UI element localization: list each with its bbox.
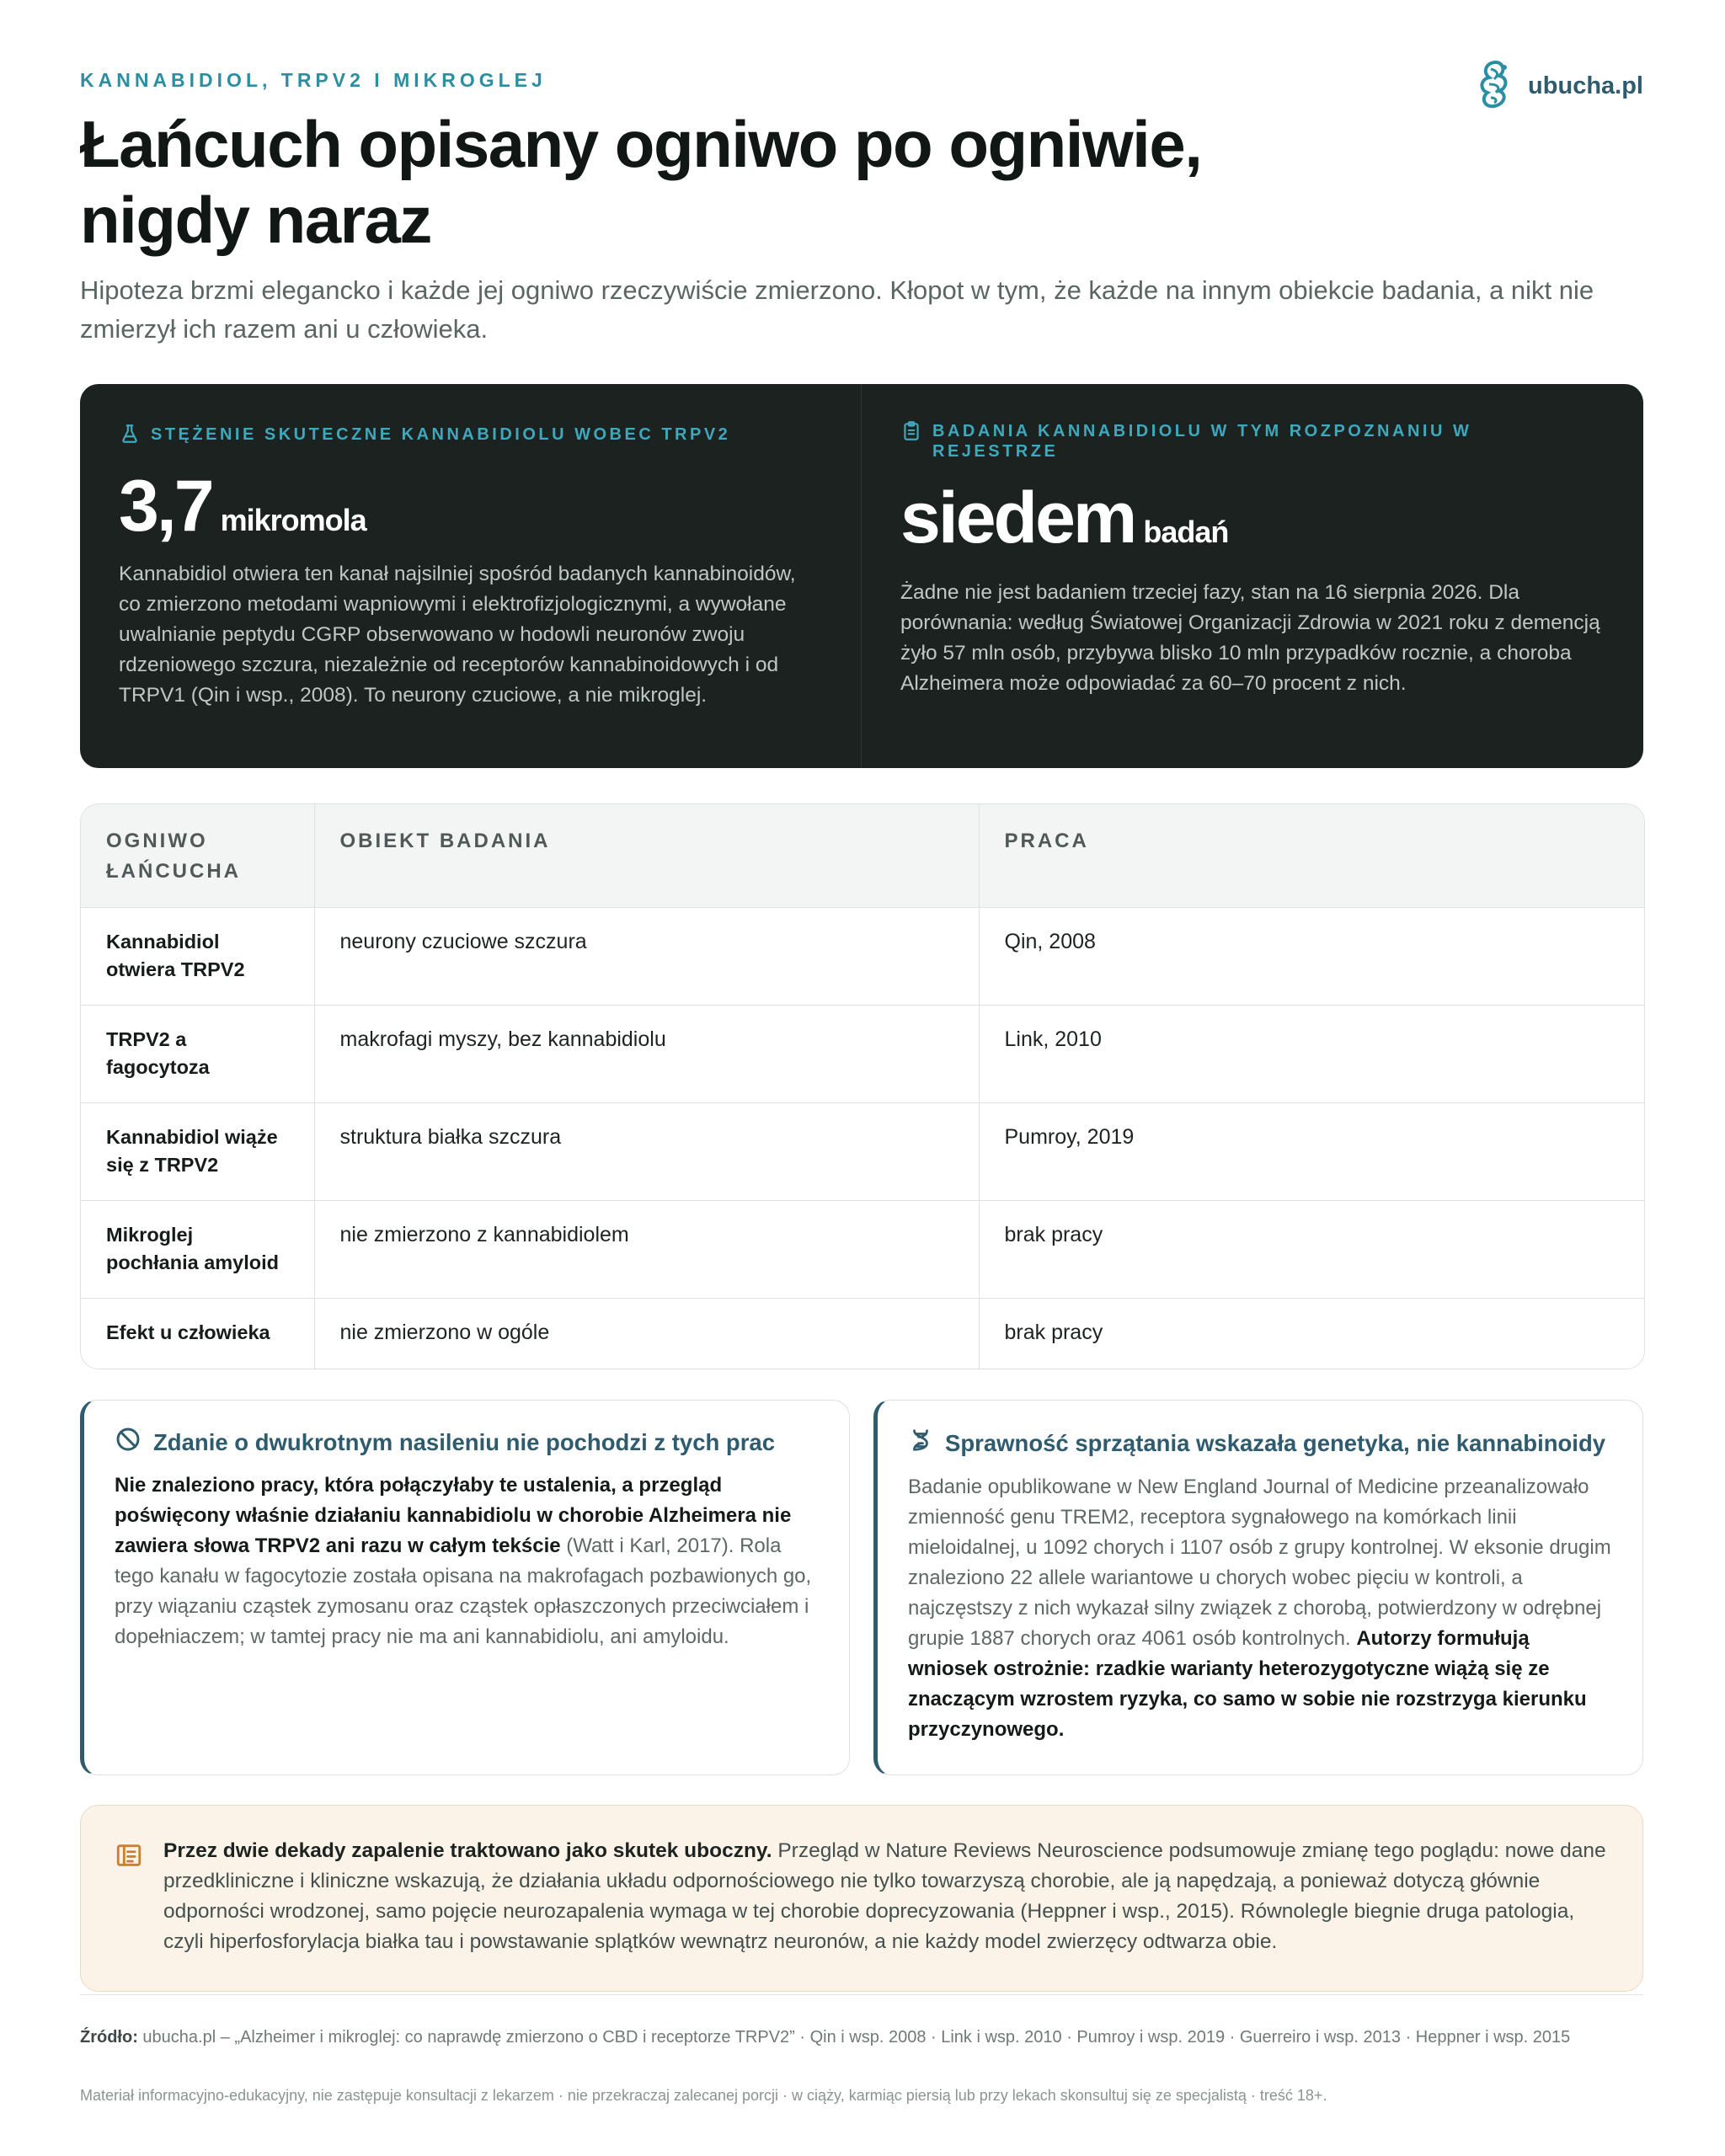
cell-link: Kannabidiol otwiera TRPV2	[81, 907, 314, 1005]
stat-label	[900, 421, 1605, 462]
cell-paper: brak pracy	[979, 1298, 1644, 1369]
stat-value	[119, 466, 822, 547]
cell-link: TRPV2 a fagocytoza	[81, 1005, 314, 1102]
stat-number: 3,7	[119, 466, 212, 547]
disclaimer: Materiał informacyjno-edukacyjny, nie zastępuje konsultacji z lekarzem · nie przekraczaj zalecanej porcji · w ciąży, karmiąc piersią lub przy lekach skonsultuj się ze specjalistą · treść 18+.	[80, 2087, 1327, 2104]
logo[interactable]	[1474, 57, 1643, 115]
stat-registry-studies	[862, 384, 1643, 768]
cell-link: Mikroglej pochłania amyloid	[81, 1200, 314, 1298]
cell-paper: Pumroy, 2019	[979, 1102, 1644, 1200]
title-line-1: Łańcuch opisany ogniwo po ogniwie,	[80, 107, 1202, 181]
stat-description: Kannabidiol otwiera ten kanał najsilniej spośród badanych kannabinoidów, co zmierzono metodami wapniowymi i elektrofizjologicznymi, a wywołane uwalnianie peptydu CGRP obserwowano w hodowli neuronów zwoju rdzeniowego szczura, niezależnie od receptorów kannabinoidowych i od TRPV1 (Qin i wsp., 2008). To neurony czuciowe, a nie mikroglej.	[119, 563, 796, 707]
note-text	[163, 1836, 1609, 1991]
cell-paper: Link, 2010	[979, 1005, 1644, 1102]
clipboard-icon	[900, 421, 922, 448]
table-header-row	[81, 804, 1644, 907]
cell-paper: Qin, 2008	[979, 907, 1644, 1005]
cell-link: Kannabidiol wiąże się z TRPV2	[81, 1102, 314, 1200]
book-icon	[115, 1841, 143, 1991]
dna-icon	[908, 1426, 933, 1460]
stat-label-text: BADANIA KANNABIDIOLU W TYM ROZPOZNANIU W REJESTRZE	[932, 422, 1472, 461]
lead-paragraph: Hipoteza brzmi elegancko i każde jej ogniwo rzeczywiście zmierzono. Kłopot w tym, że każde na innym obiekcie badania, a nikt nie zmierzył ich razem ani u człowieka.	[80, 275, 1594, 344]
note-bold: Przez dwie dekady zapalenie traktowano jako skutek uboczny.	[163, 1839, 772, 1862]
source-text: ubucha.pl – „Alzheimer i mikroglej: co naprawdę zmierzono o CBD i receptorze TRPV2” · Qin i wsp. 2008 · Link i wsp. 2010 · Pumroy i wsp. 2019 · Guerreiro i wsp. 2013 · Heppner i wsp. 2015	[137, 2028, 1571, 2047]
stat-description: Żadne nie jest badaniem trzeciej fazy, stan na 16 sierpnia 2026. Dla porównania: według Światowej Organizacji Zdrowia w 2021 roku z demencją żyło 57 mln osób, przybywa blisko 10 mln przypadków rocznie, a choroba Alzheimera może odpowiadać za 60–70 procent z nich.	[900, 581, 1600, 695]
context-note	[80, 1805, 1643, 1992]
logo-text: ubucha.pl	[1528, 72, 1643, 99]
card-body-text: (Watt i Karl, 2017). Rola tego kanału w fagocytozie została opisana na makrofagach pozbawionych go, przy wiązaniu cząstek zymosanu oraz cząstek opłaszczonych przeciwciałem i dopełniaczem; w tamtej pracy nie ma ani kannabidiolu, ani amyloidu.	[115, 1534, 812, 1648]
ubucha-logo-icon	[1474, 57, 1514, 115]
table-row	[81, 1005, 1644, 1102]
card-body-bold: Nie znaleziono pracy, która połączyłaby te ustalenia, a przegląd poświęcony właśnie działaniu kannabidiolu w chorobie Alzheimera nie zawiera słowa TRPV2 ani razu w całym tekście	[115, 1474, 792, 1557]
stat-number: siedem	[900, 478, 1135, 558]
table-row	[81, 1200, 1644, 1298]
card-genetics	[873, 1400, 1643, 1775]
stat-label-text: STĘŻENIE SKUTECZNE KANNABIDIOLU WOBEC TRPV2	[151, 425, 731, 444]
card-body	[115, 1470, 819, 1652]
cell-object: nie zmierzono z kannabidiolem	[314, 1200, 979, 1298]
card-title-text: Sprawność sprzątania wskazała genetyka, nie kannabinoidy	[945, 1429, 1606, 1456]
divider	[80, 1994, 1643, 1995]
page-title	[80, 106, 1428, 258]
ban-icon	[115, 1426, 142, 1459]
stat-unit: mikromola	[220, 503, 366, 537]
source-label: Źródło:	[80, 2028, 138, 2047]
stat-label	[119, 424, 822, 450]
cell-object: makrofagi myszy, bez kannabidiolu	[314, 1005, 979, 1102]
card-body-text: Badanie opublikowane w New England Journal of Medicine przeanalizowało zmienność genu TREM2, receptora sygnałowego na komórkach linii mieloidalnej, u 1092 chorych i 1107 osób z grupy kontrolnej. W eksonie drugim znaleziono 22 allele wariantowe u chorych wobec pięciu w kontroli, a najczęstszy z nich wykazał silny związek z chorobą, potwierdzony w odrębnej grupie 1887 chorych oraz 4061 osób kontrolnych.	[908, 1476, 1611, 1650]
stats-panel	[80, 384, 1643, 768]
source-line	[80, 2025, 1643, 2051]
cell-object: neurony czuciowe szczura	[314, 907, 979, 1005]
title-line-2: nigdy naraz	[80, 183, 431, 257]
table-row	[81, 1298, 1644, 1369]
chain-table	[80, 803, 1645, 1369]
stat-value	[900, 480, 1605, 556]
table-row	[81, 907, 1644, 1005]
card-title	[908, 1426, 1612, 1460]
card-title-text: Zdanie o dwukrotnym nasileniu nie pochodzi z tych prac	[153, 1428, 776, 1455]
note-body: Przegląd w Nature Reviews Neuroscience podsumowuje zmianę tego poglądu: nowe dane przedkliniczne i kliniczne wskazują, że działania układu odpornościowego nie tylko towarzyszą chorobie, ale ją napędzają, a ponieważ dotyczą głównie odporności wrodzonej, samo pojęcie neurozapalenia wymaga w tej chorobie doprecyzowania (Heppner i wsp., 2015). Równolegle biegnie druga patologia, czyli hiperfosforylacja białka tau i powstawanie splątków wewnątrz neuronów, a nie każdy model zwierzęcy odtwarza obie.	[163, 1839, 1606, 1953]
table-row	[81, 1102, 1644, 1200]
column-header-link: OGNIWO ŁAŃCUCHA	[81, 804, 314, 907]
stat-unit: badań	[1143, 515, 1229, 549]
kicker: KANNABIDIOL, TRPV2 I MIKROGLEJ	[80, 69, 547, 91]
column-header-object: OBIEKT BADANIA	[314, 804, 979, 907]
stat-effective-concentration	[80, 384, 862, 768]
cell-paper: brak pracy	[979, 1200, 1644, 1298]
column-header-paper: PRACA	[979, 804, 1644, 907]
card-title	[115, 1426, 819, 1459]
card-body	[908, 1472, 1612, 1745]
card-body-bold: Autorzy formułują wniosek ostrożnie: rzadkie warianty heterozygotyczne wiążą się ze znaczącym wzrostem ryzyka, co samo w sobie nie rozstrzyga kierunku przyczynowego.	[908, 1627, 1587, 1741]
card-no-source	[80, 1400, 850, 1775]
cell-object: nie zmierzono w ogóle	[314, 1298, 979, 1369]
cell-link: Efekt u człowieka	[106, 1321, 270, 1343]
cell-object: struktura białka szczura	[314, 1102, 979, 1200]
flask-icon	[119, 424, 141, 450]
